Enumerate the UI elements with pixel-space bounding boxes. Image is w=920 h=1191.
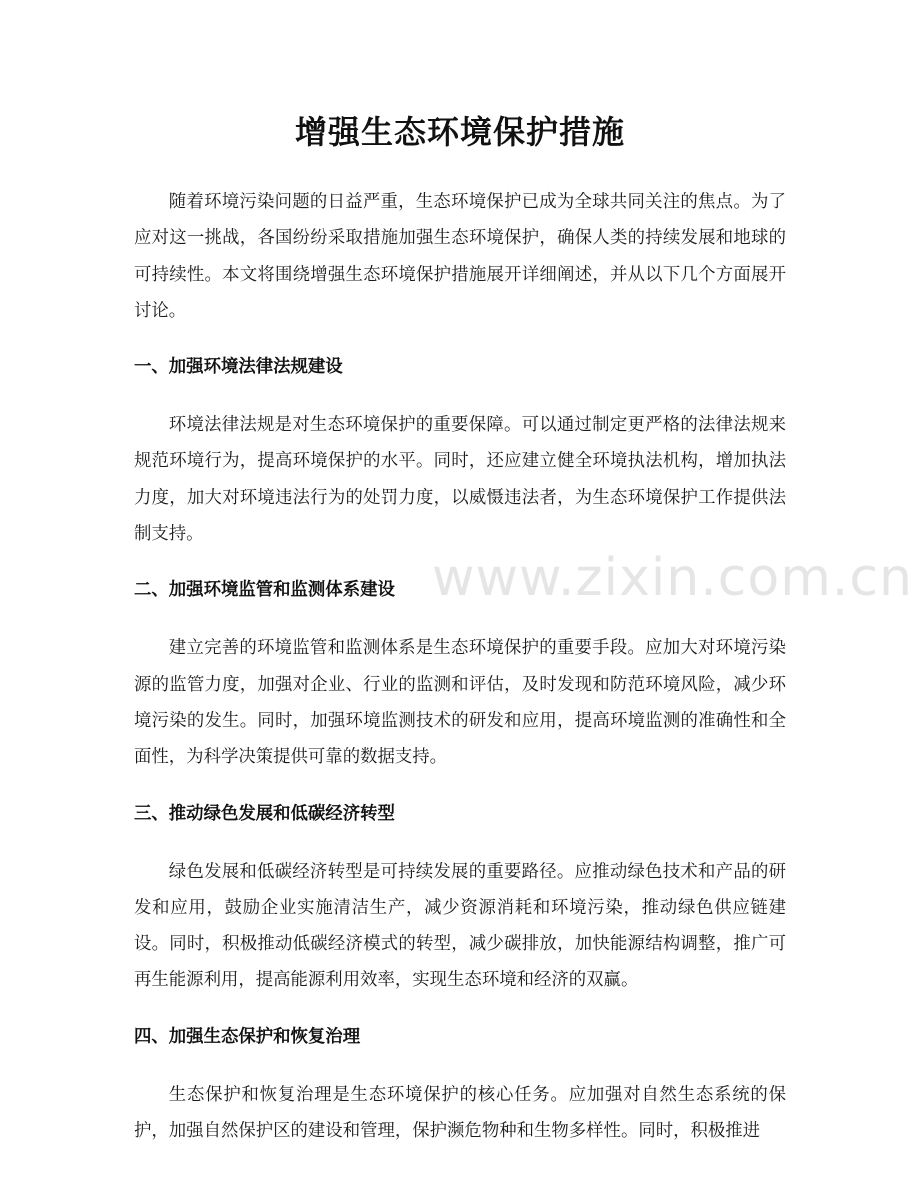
section-body-4: 生态保护和恢复治理是生态环境保护的核心任务。应加强对自然生态系统的保护，加强自然保护区的建设和管理，保护濒危物种和生物多样性。同时，积极推进 bbox=[134, 1084, 786, 1142]
section-heading-1: 一、加强环境法律法规建设 bbox=[134, 357, 343, 378]
intro-paragraph: 随着环境污染问题的日益严重，生态环境保护已成为全球共同关注的焦点。为了应对这一挑战，各国纷纷采取措施加强生态环境保护，确保人类的持续发展和地球的可持续性。本文将围绕增强生态环境保护措施展开详细阐述，并从以下几个方面展开讨论。 bbox=[134, 192, 786, 321]
section-body-1: 环境法律法规是对生态环境保护的重要保障。可以通过制定更严格的法律法规来规范环境行为，提高环境保护的水平。同时，还应建立健全环境执法机构，增加执法力度，加大对环境违法行为的处罚力度，以威慑违法者，为生态环境保护工作提供法制支持。 bbox=[134, 415, 786, 545]
section-body-3: 绿色发展和低碳经济转型是可持续发展的重要路径。应推动绿色技术和产品的研发和应用，鼓励企业实施清洁生产，减少资源消耗和环境污染，推动绿色供应链建设。同时，积极推动低碳经济模式的转型，减少碳排放，加快能源结构调整，推广可再生能源利用，提高能源利用效率，实现生态环境和经济的双赢。 bbox=[134, 861, 786, 991]
document-page bbox=[134, 0, 786, 1149]
section-heading-3: 三、推动绿色发展和低碳经济转型 bbox=[134, 803, 395, 824]
section-heading-4: 四、加强生态保护和恢复治理 bbox=[134, 1026, 361, 1047]
document-title: 增强生态环境保护措施 bbox=[294, 113, 625, 151]
watermark: www.zixin.com.cn bbox=[432, 548, 913, 608]
section-heading-2: 二、加强环境监管和监测体系建设 bbox=[134, 580, 395, 601]
section-body-2: 建立完善的环境监管和监测体系是生态环境保护的重要手段。应加大对环境污染源的监管力度，加强对企业、行业的监测和评估，及时发现和防范环境风险，减少环境污染的发生。同时，加强环境监测技术的研发和应用，提高环境监测的准确性和全面性，为科学决策提供可靠的数据支持。 bbox=[134, 638, 786, 768]
